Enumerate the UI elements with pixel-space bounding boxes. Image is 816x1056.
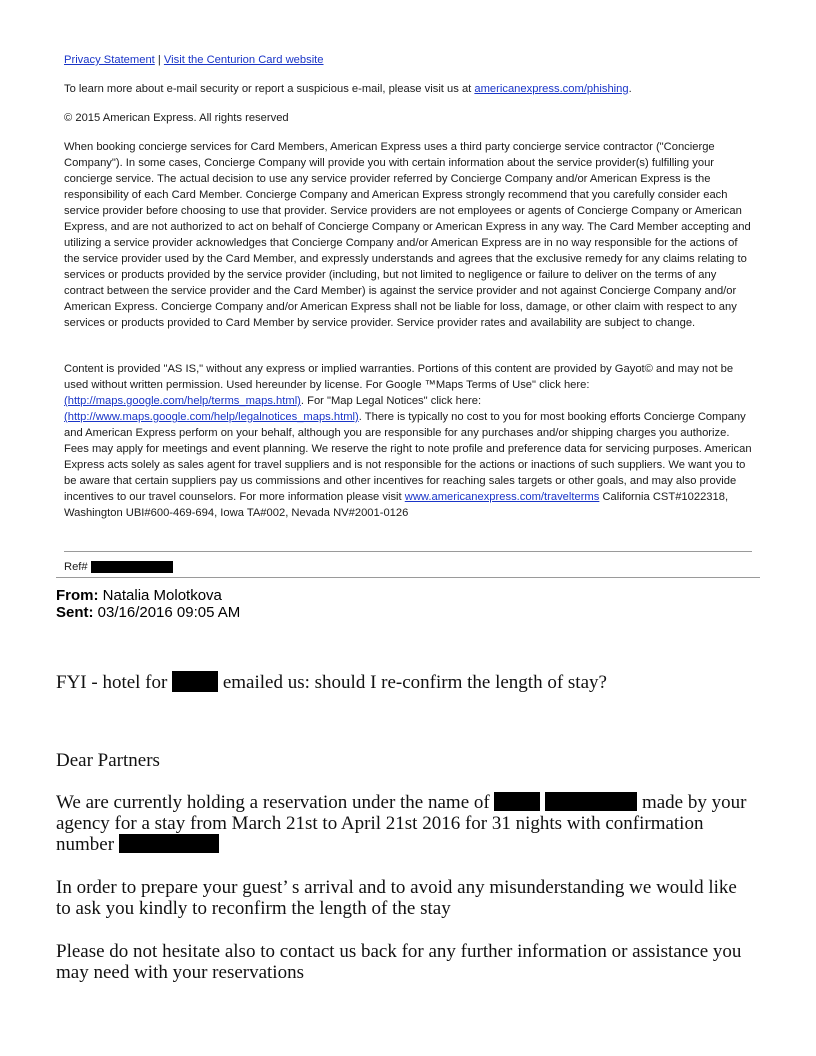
content-text-1: Content is provided "AS IS," without any express or implied warranties. Portions of this content are provided by Gayot© and may not be used without written permission. Used hereunder by license. For Google ™Maps Terms of Use" click here: xyxy=(64,363,734,391)
security-text: To learn more about e-mail security or report a suspicious e-mail, please visit us at xyxy=(64,83,472,95)
redaction-box xyxy=(494,792,540,811)
maps-terms-link[interactable]: (http://maps.google.com/help/terms_maps.html) xyxy=(64,395,301,407)
greeting: Dear Partners xyxy=(56,750,160,771)
fyi-line xyxy=(56,671,776,693)
fyi-text-b: emailed us: should I re-confirm the length of stay? xyxy=(222,672,607,693)
redaction-box xyxy=(91,561,173,573)
contact-paragraph: Please do not hesitate also to contact us back for any further information or assistance you may need with your reservations xyxy=(56,941,742,983)
arrival-paragraph: In order to prepare your guest’ s arrival and to avoid any misunderstanding we would like to ask you kindly to reconfirm the length of the stay xyxy=(56,877,737,919)
phishing-link[interactable]: americanexpress.com/phishing xyxy=(474,83,629,95)
content-text-4: California CST#1022318, Washington UBI#600-469-694, Iowa TA#002, Nevada NV#2001-0126 xyxy=(64,491,729,519)
content-text-3: . There is typically no cost to you for most booking efforts Concierge Company and American Express perform on your behalf, although you are responsible for any purchases and/or shipping charges you authorize. Fees may apply for meetings and event planning. We reserve the right to note profile and preference data for servicing purposes. American Express acts solely as sales agent for travel suppliers and is not responsible for the actions or inactions of such suppliers. We want you to be aware that certain suppliers pay us commissions and other incentives for reaching sales targets or other goals, and may also provide incentives to our travel counselors. For more information please visit xyxy=(64,411,752,503)
privacy-statement-link[interactable]: Privacy Statement xyxy=(64,54,155,66)
fyi-text-a: FYI - hotel for xyxy=(56,672,168,693)
from-label: From: xyxy=(56,587,99,604)
p1-text-b: made by your agency for a stay from March 21st to April 21st 2016 for 31 nights with confirmation number xyxy=(56,792,747,855)
security-notice xyxy=(64,81,752,97)
footer-links xyxy=(64,52,752,68)
sent-value: 03/16/2016 09:05 AM xyxy=(97,604,241,621)
p1-text-a: We are currently holding a reservation under the name of xyxy=(56,792,490,813)
divider xyxy=(56,577,760,578)
redaction-box xyxy=(119,834,219,853)
redaction-box xyxy=(545,792,637,811)
content-disclaimer xyxy=(64,361,752,521)
content-text-2: . For "Map Legal Notices" click here: xyxy=(300,395,482,407)
sent-label: Sent: xyxy=(56,604,94,621)
copyright-text: © 2015 American Express. All rights reserved xyxy=(64,112,289,124)
copyright xyxy=(64,110,752,126)
redaction-box xyxy=(172,671,218,692)
reservation-paragraph xyxy=(56,792,756,855)
concierge-text: When booking concierge services for Card Members, American Express uses a third party concierge service contractor ("Concierge Company"). In some cases, Concierge Company will provide you with certain information about the service provider(s) fulfilling your concierge service. The actual decision to use any service provider referred by Concierge Company and/or American Express is the responsibility of each Card Member. Concierge Company and American Express strongly recommend that you carefully consider each service provider before choosing to use that provider. Service providers are not employees or agents of Concierge Company or American Express, and are not authorized to act on behalf of Concierge Company or American Express in any way. The Card Member accepting and utilizing a service provider acknowledges that Concierge Company and/or American Express are in no way responsible for the actions of the service provider used by the Card Member, and expressly understands and agrees that the exclusive remedy for any claims relating to services or products provided by the service provider (including, but not limited to negligence or failure to deliver on the terms of any contract between the service provider and the Card Member) is against the service provider and not against Concierge Company and/or American Express. Concierge Company and/or American Express shall not be liable for loss, damage, or other claim with respect to any services or products provided to Card Member by service provider. Service provider rates and availability are subject to change. xyxy=(64,141,751,329)
from-value: Natalia Molotkova xyxy=(102,587,222,604)
ref-line xyxy=(64,559,752,575)
centurion-card-link[interactable]: Visit the Centurion Card website xyxy=(163,54,324,66)
from-line xyxy=(56,587,222,605)
link-separator: | xyxy=(157,54,161,66)
travelterms-link[interactable]: www.americanexpress.com/travelterms xyxy=(404,491,600,503)
concierge-disclaimer xyxy=(64,139,752,331)
sent-line xyxy=(56,604,240,622)
divider xyxy=(64,551,752,552)
maps-legal-link[interactable]: (http://www.maps.google.com/help/legalnotices_maps.html) xyxy=(64,411,359,423)
security-end: . xyxy=(628,83,632,95)
ref-label: Ref# xyxy=(64,561,88,573)
